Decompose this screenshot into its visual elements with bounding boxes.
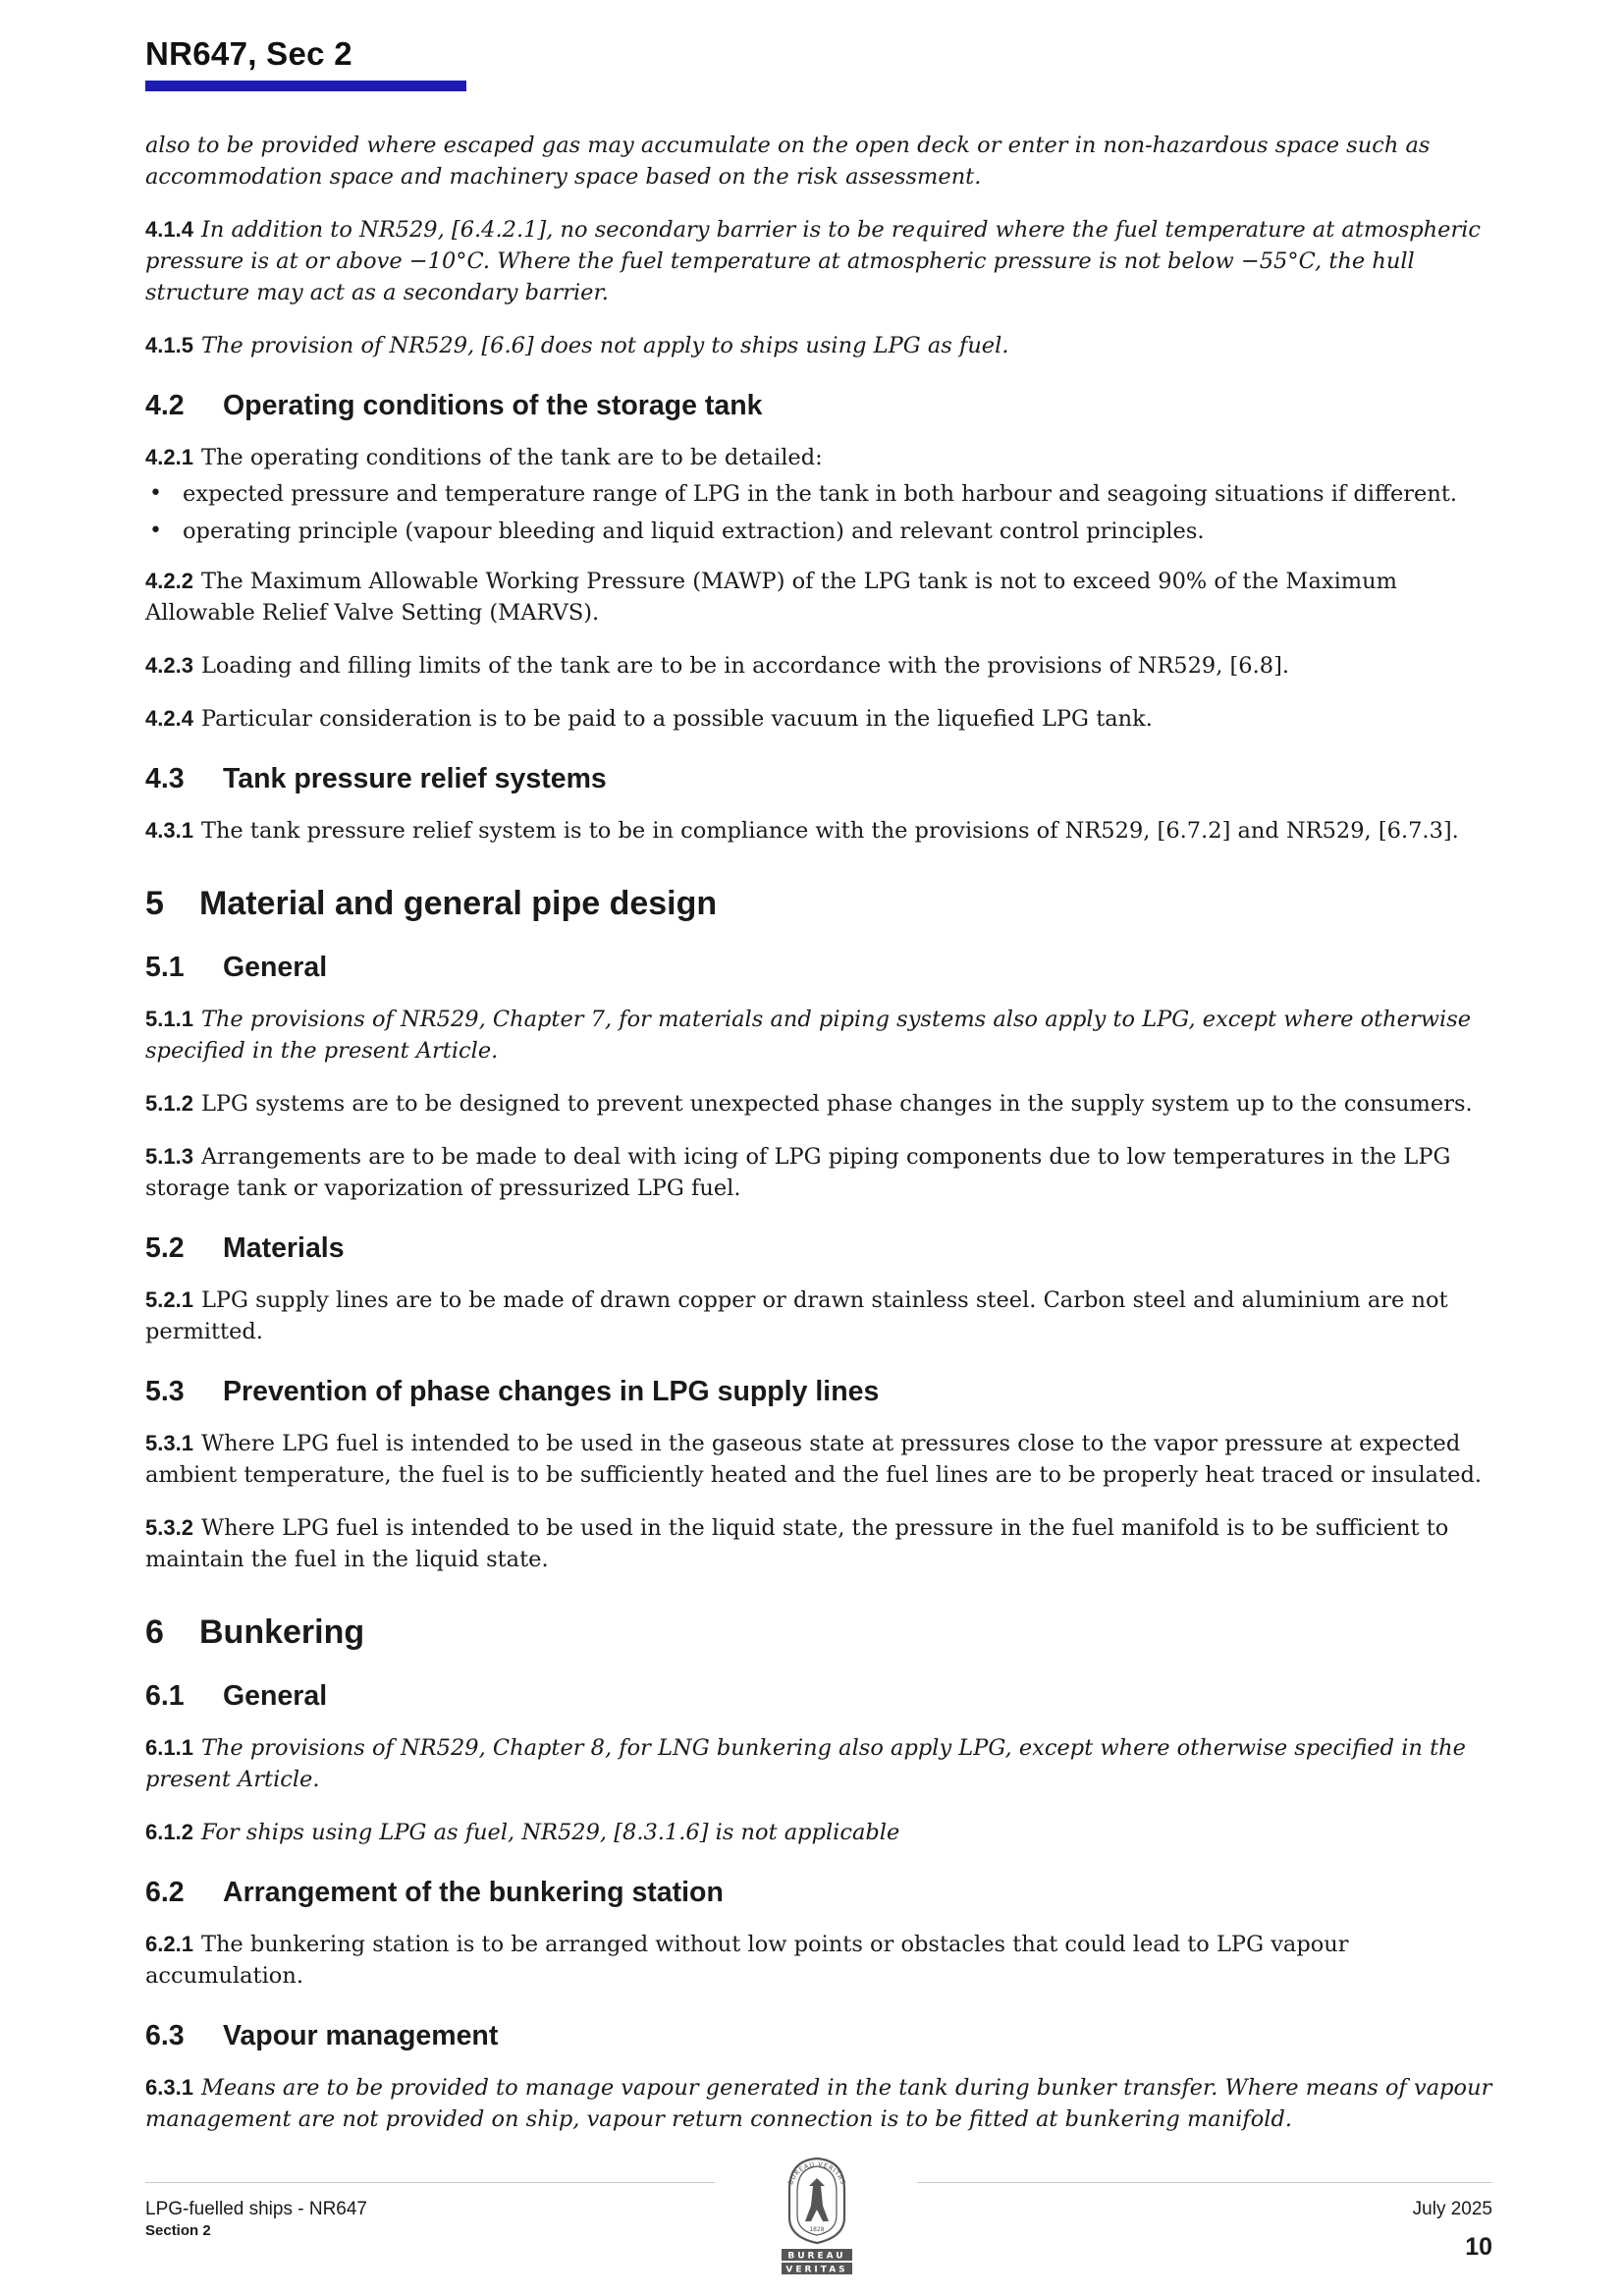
logo-text-veritas: VERITAS [785,2265,848,2275]
heading-text: General [223,1680,328,1712]
heading-text: Arrangement of the bunkering station [223,1877,724,1908]
subsection-heading [145,1375,1492,1408]
paragraph-number: 5.1.2 [145,1091,193,1116]
footer-date: July 2025 [1412,2199,1492,2219]
paragraph-number: 4.2.3 [145,653,193,678]
paragraph-text: For ships using LPG as fuel, NR529, [8.3.1.6] is not applicable [200,1820,900,1845]
paragraph [145,566,1492,629]
subsection-heading [145,762,1492,795]
paragraph-number: 5.1.3 [145,1144,193,1169]
paragraph-text: The provisions of NR529, Chapter 7, for materials and piping systems also apply to LPG, except where otherwise specified in the present Article. [145,1007,1472,1064]
paragraph [145,214,1492,308]
footer-right [1413,2198,1492,2262]
paragraph [145,130,1492,192]
paragraph-text: Where LPG fuel is intended to be used in the gaseous state at pressures close to the vapor pressure at expected ambient temperature, the fuel is to be sufficiently heated and the fuel lines are to be properly heat traced or insulated. [145,1431,1483,1488]
paragraph-number: 6.3.1 [145,2075,193,2100]
heading-text: Bunkering [199,1613,365,1651]
paragraph [145,2072,1492,2135]
heading-number: 6.3 [145,2020,185,2051]
paragraph-text: The provisions of NR529, Chapter 8, for LNG bunkering also apply LPG, except where otherwise specified in the present Article. [145,1735,1466,1792]
header-bar [145,81,466,91]
heading-number: 5.1 [145,952,185,983]
paragraph [145,650,1492,682]
subsection-heading [145,1679,1492,1713]
subsection-heading [145,389,1492,422]
bullet-icon: • [149,519,162,543]
paragraph-number: 6.1.1 [145,1735,193,1760]
logo-text-bureau: BUREAU [787,2251,846,2262]
heading-text: Material and general pipe design [199,885,718,922]
document-body [145,130,1492,2157]
subsection-heading [145,951,1492,984]
paragraph-text: LPG systems are to be designed to prevent unexpected phase changes in the supply system up to the consumers. [200,1091,1473,1117]
bullet-text: expected pressure and temperature range of LPG in the tank in both harbour and seagoing situations if different. [183,481,1458,507]
section-heading [145,1613,1492,1652]
paragraph-number: 5.2.1 [145,1287,193,1312]
heading-number: 4.3 [145,763,185,794]
paragraph-number: 5.3.2 [145,1515,193,1540]
heading-text: Materials [223,1232,345,1264]
paragraph-text: The operating conditions of the tank are to be detailed: [200,445,823,470]
heading-number: 6 [145,1613,164,1651]
bullet-text: operating principle (vapour bleeding and liquid extraction) and relevant control principles. [183,519,1205,544]
footer-section: Section 2 [145,2222,211,2239]
subsection-heading [145,1231,1492,1265]
paragraph-text: Arrangements are to be made to deal with icing of LPG piping components due to low temperatures in the LPG storage tank or vaporization of pressurized LPG fuel. [145,1144,1451,1201]
paragraph-number: 6.2.1 [145,1932,193,1956]
footer-divider-right [917,2182,1492,2183]
paragraph-text: Means are to be provided to manage vapour generated in the tank during bunker transfer. Where means of vapour management are not provided on ship, vapour return connection is to be fitted at bunkering manifold. [145,2075,1492,2132]
paragraph [145,1817,1492,1848]
paragraph [145,1004,1492,1066]
paragraph-number: 5.3.1 [145,1431,193,1455]
heading-text: Tank pressure relief systems [223,763,607,794]
paragraph-text: also to be provided where escaped gas may accumulate on the open deck or enter in non-hazardous space such as accommodation space and machinery space based on the risk assessment. [145,133,1431,190]
heading-number: 6.2 [145,1877,185,1908]
heading-number: 5.3 [145,1376,185,1407]
bullet-item [145,513,1492,550]
paragraph [145,1428,1492,1491]
bullet-list [145,475,1492,550]
footer-divider-left [145,2182,715,2183]
heading-text: General [223,952,328,983]
bullet-icon: • [149,481,162,506]
paragraph-number: 4.2.2 [145,569,193,593]
logo-seal-year: 1828 [809,2226,825,2233]
heading-number: 4.2 [145,390,185,421]
paragraph [145,1141,1492,1204]
logo-seal-text: BUREAU VERITAS [786,2159,847,2186]
footer-doc-title: LPG-fuelled ships - NR647 [145,2199,367,2219]
paragraph [145,1285,1492,1347]
paragraph [145,1732,1492,1795]
paragraph [145,1929,1492,1992]
paragraph-number: 4.1.5 [145,333,193,357]
page-number: 10 [1465,2233,1492,2261]
bureau-veritas-logo [768,2151,866,2278]
heading-text: Operating conditions of the storage tank [223,390,763,421]
heading-number: 6.1 [145,1680,185,1712]
subsection-heading [145,1876,1492,1909]
paragraph [145,330,1492,361]
paragraph [145,442,1492,473]
page-header [145,35,352,73]
footer-left [145,2198,367,2241]
paragraph-number: 4.2.4 [145,706,193,731]
paragraph-text: Where LPG fuel is intended to be used in the liquid state, the pressure in the fuel manifold is to be sufficient to maintain the fuel in the liquid state. [145,1515,1449,1572]
paragraph-number: 4.2.1 [145,445,193,469]
bullet-item [145,475,1492,513]
paragraph-text: In addition to NR529, [6.4.2.1], no secondary barrier is to be required where the fuel temperature at atmospheric pressure is at or above −10°C. Where the fuel temperature at atmospheric pressure is not below −55°C, the hull structure may act as a secondary barrier. [145,217,1482,305]
paragraph-number: 6.1.2 [145,1820,193,1844]
header-title: NR647, Sec 2 [145,35,352,72]
paragraph-text: Particular consideration is to be paid to a possible vacuum in the liquefied LPG tank. [200,706,1153,732]
paragraph [145,1512,1492,1575]
paragraph-text: The bunkering station is to be arranged without low points or obstacles that could lead to LPG vapour accumulation. [145,1932,1349,1989]
section-heading [145,884,1492,923]
paragraph [145,703,1492,735]
paragraph-number: 4.1.4 [145,217,193,242]
paragraph [145,815,1492,847]
paragraph-text: The tank pressure relief system is to be in compliance with the provisions of NR529, [6.7.2] and NR529, [6.7.3]. [200,818,1459,844]
heading-number: 5 [145,885,164,922]
paragraph-text: LPG supply lines are to be made of drawn copper or drawn stainless steel. Carbon steel and aluminium are not permitted. [145,1287,1448,1344]
paragraph-text: The Maximum Allowable Working Pressure (MAWP) of the LPG tank is not to exceed 90% of the Maximum Allowable Relief Valve Setting (MARVS). [145,569,1397,626]
heading-text: Vapour management [223,2020,499,2051]
subsection-heading [145,2019,1492,2052]
paragraph-number: 4.3.1 [145,818,193,843]
paragraph-text: The provision of NR529, [6.6] does not apply to ships using LPG as fuel. [200,333,1009,358]
paragraph-text: Loading and filling limits of the tank are to be in accordance with the provisions of NR529, [6.8]. [200,653,1290,679]
paragraph [145,1088,1492,1120]
heading-text: Prevention of phase changes in LPG supply lines [223,1376,880,1407]
paragraph-number: 5.1.1 [145,1007,193,1031]
heading-number: 5.2 [145,1232,185,1264]
